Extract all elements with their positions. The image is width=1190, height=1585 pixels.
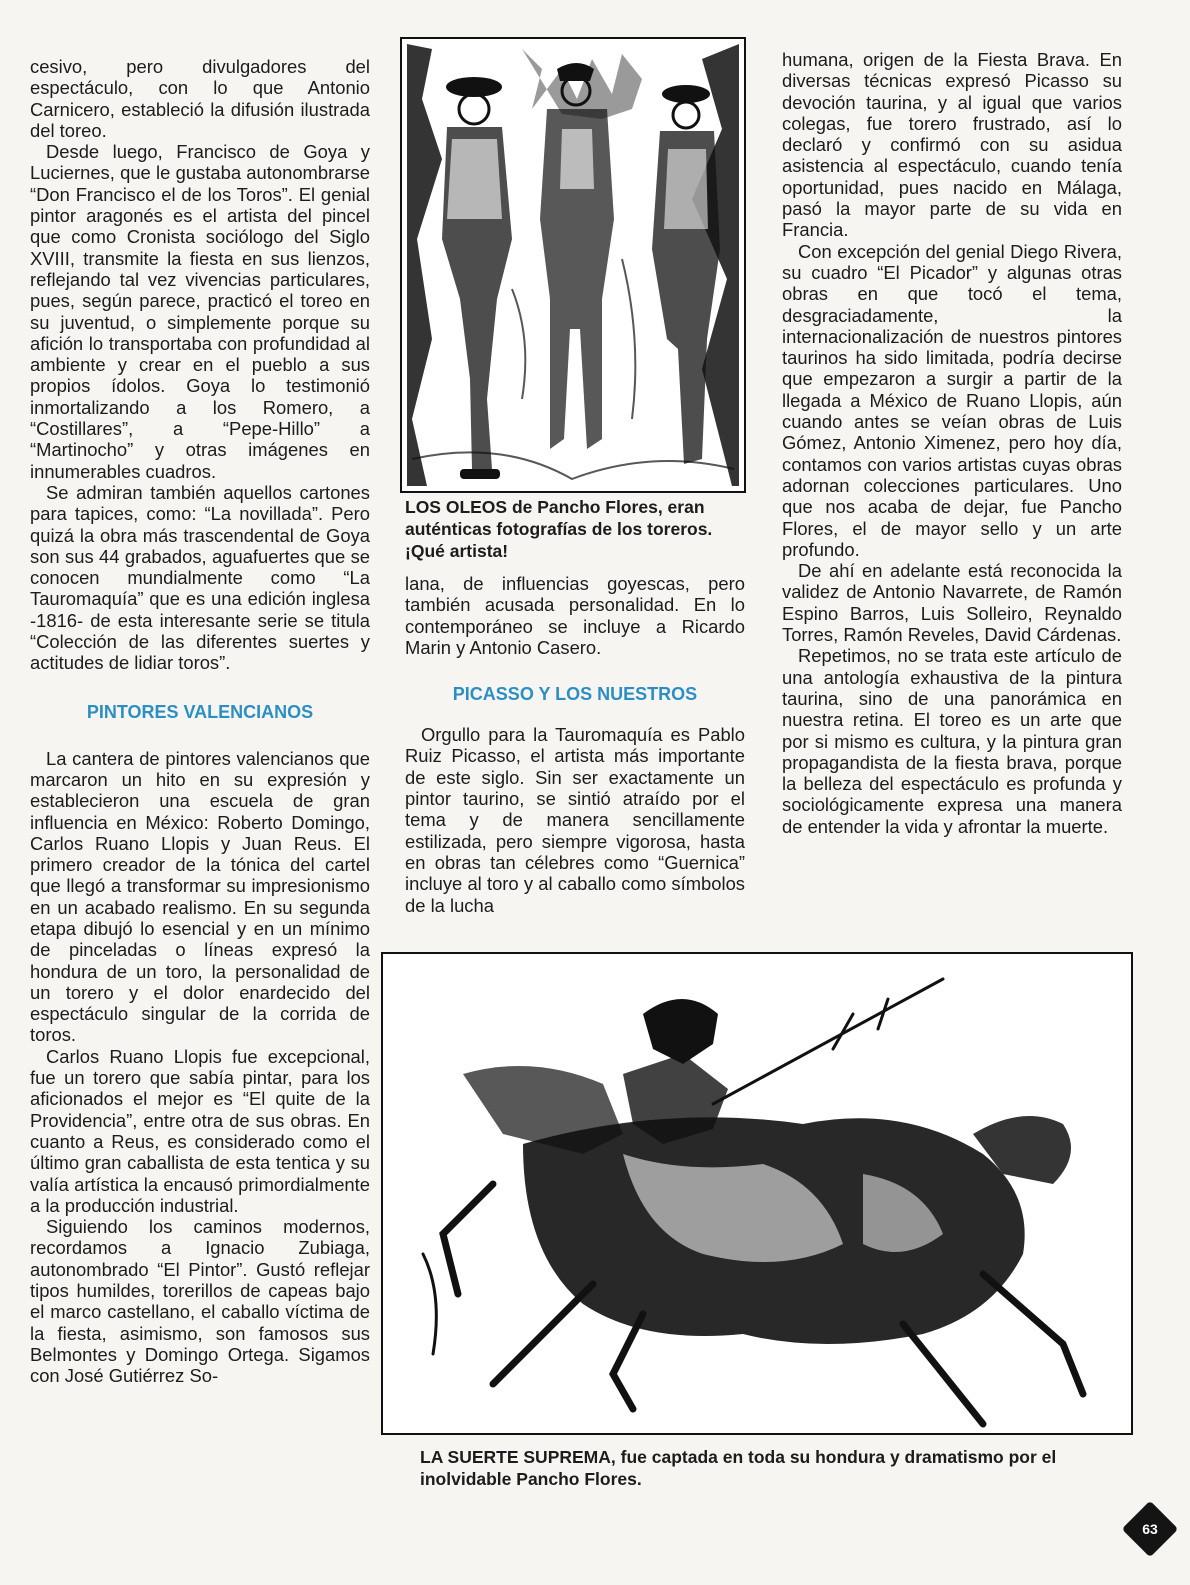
column-1 — [30, 56, 370, 1387]
paragraph: Orgullo para la Tauromaquía es Pablo Ruiz Picasso, el artista más importante de este siglo. Sin ser exactamente un pintor taurino, se sintió atraído por el tema y de manera sencillamente estilizada, pero siempre vigorosa, hasta en obras tan célebres como “Guernica” incluye al toro y al caballo como símbolos de la lucha — [405, 724, 745, 916]
section-heading-picasso: PICASSO Y LOS NUESTROS — [452, 684, 698, 705]
page-number-badge — [1122, 1501, 1179, 1558]
paragraph: Repetimos, no se trata este artículo de una antología exhaustiva de la pintura taurina, sino de una panorámica en nuestra retina. El toreo es un arte que por si mismo es cultura, y la pintura gran propagandista de la fiesta brava, porque la belleza del espectáculo es profunda y sociológicamente expresa una manera de entender la vida y afrontar la muerte. — [782, 645, 1122, 837]
la-suerte-suprema-drawing — [381, 952, 1133, 1435]
paragraph: De ahí en adelante está reconocida la validez de Antonio Navarrete, de Ramón Espino Barros, Luis Solleiro, Reynaldo Torres, Ramón Reveles, David Cárdenas. — [782, 560, 1122, 646]
paragraph: cesivo, pero divulgadores del espectáculo, con lo que Antonio Carnicero, estableció la difusión ilustrada del toreo. — [30, 56, 370, 141]
section-heading-pintores-valencianos: PINTORES VALENCIANOS — [86, 701, 314, 722]
paragraph: Siguiendo los caminos modernos, recordamos a Ignacio Zubiaga, autonombrado “El Pintor”. Gustó reflejar tipos humildes, torerillos de capeas bajo el marco castellano, el caballo víctima de la fiesta, asimismo, son famosos sus Belmontes y Domingo Ortega. Sigamos con José Gutiérrez So- — [30, 1216, 370, 1387]
paragraph: La cantera de pintores valencianos que marcaron un hito en su expresión y establecieron una escuela de gran influencia en México: Roberto Domingo, Carlos Ruano Llopis y Juan Reus. El primero creador de la tónica del cartel que llegó a transformar su impresionismo en un acabado realismo. En su segunda etapa dibujó lo esencial y en un mínimo de pinceladas o líneas expresó la hondura de un toro, la personalidad de un torero y el dolor enardecido del espectáculo singular de la corrida de toros. — [30, 747, 370, 1046]
paragraph: humana, origen de la Fiesta Brava. En diversas técnicas expresó Picasso su devoción taurina, y al igual que varios colegas, fue torero frustrado, así lo declaró y confirmó con su asidua asistencia al espectáculo, cuando tenía oportunidad, pues nacido en Málaga, pasó la mayor parte de su vida en Francia. — [782, 49, 1122, 241]
drawing-caption-la-suerte-suprema: LA SUERTE SUPREMA, fue captada en toda su hondura y dramatismo por el inolvidable Pancho Flores. — [420, 1447, 1057, 1489]
column-2-text — [405, 573, 745, 916]
toreros-painting — [400, 37, 746, 493]
paragraph: Se admiran también aquellos cartones para tapices, como: “La novillada”. Pero quizá la obra más trascendental de Goya son sus 44 grabados, aguafuertes que se conocen mundialmente como “La Tauromaquía” que es una edición inglesa -1816- de esta interesante serie se titula “Colección de las diferentes suertes y actitudes de lidiar toros”. — [30, 481, 370, 674]
bullfight-illustration — [383, 954, 1131, 1433]
painting-caption-los-oleos: LOS OLEOS de Pancho Flores, eran auténticas fotografías de los toreros. ¡Qué artista! — [405, 497, 713, 561]
paragraph: Con excepción del genial Diego Rivera, su cuadro “El Picador” y algunas otras obras en que tocó el tema, desgraciadamente, la internacionalización de nuestros pintores taurinos ha sido limitada, podría decirse que empezaron a surgir a partir de la llegada a México de Ruano Llopis, aún cuando antes se veían obras de Luis Gómez, Antonio Ximenez, pero hoy día, contamos con varios artistas cuyas obras adornan colecciones particulares. Uno que nos acaba de dejar, fue Pancho Flores, el de mayor sello y un arte profundo. — [782, 240, 1122, 560]
toreros-illustration — [402, 39, 744, 491]
paragraph: lana, de influencias goyescas, pero también acusada personalidad. En lo contemporáneo se incluye a Ricardo Marin y Antonio Casero. — [405, 573, 745, 658]
paragraph: Carlos Ruano Llopis fue excepcional, fue un torero que sabía pintar, para los aficionados el mejor es “El quite de la Providencia”, entre otra de sus obras. En cuanto a Reus, es considerado como el último gran caballista de esta tentica y su valía artística la encausó primordialmente a la producción industrial. — [30, 1045, 370, 1216]
paragraph: Desde luego, Francisco de Goya y Luciernes, que le gustaba autonombrarse “Don Francisco el de los Toros”. El genial pintor aragonés es el artista del pincel que como Cronista sociólogo del Siglo XVIII, transmite la fiesta en sus lienzos, reflejando tal vez vivencias particulares, pues, según parece, practicó el toreo en su juventud, o simplemente porque su afición lo transportaba con profundidad al ambiente y crear en el pueblo a sus propios ídolos. Goya lo testimonió inmortalizando a los Romero, a “Costillares”, a “Pepe-Hillo” a “Martinocho” y otras imágenes en innumerables cuadros. — [30, 141, 370, 482]
column-3 — [782, 49, 1122, 837]
page-number: 63 — [1142, 1521, 1158, 1537]
